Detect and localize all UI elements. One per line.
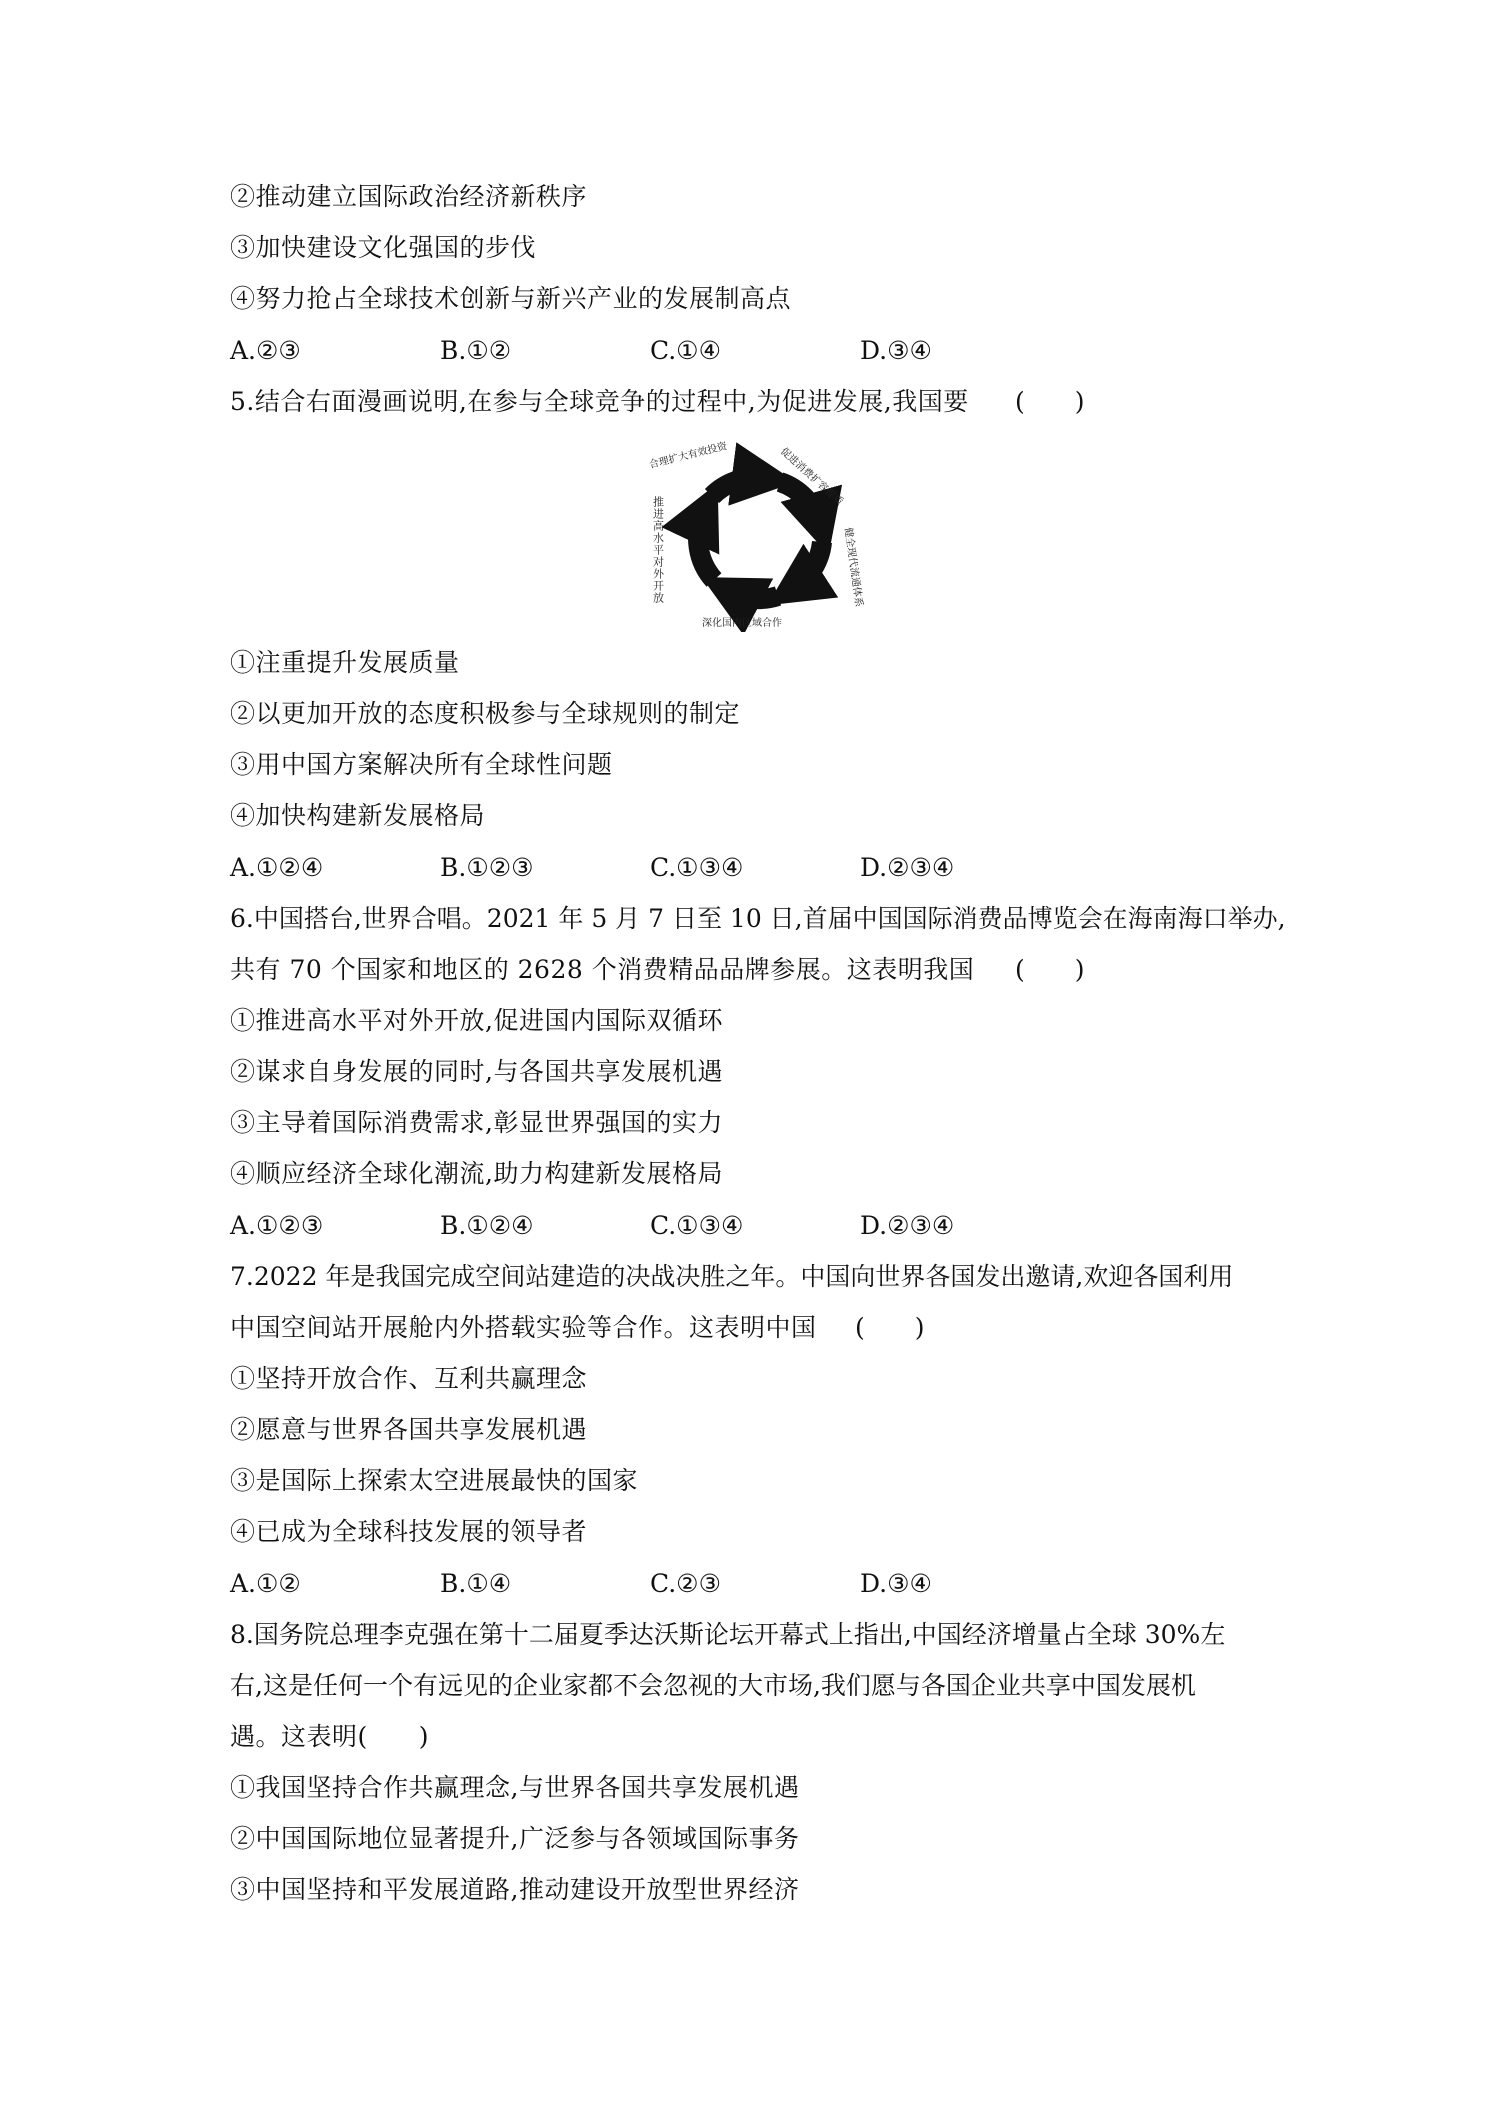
- q7-option-a: A.①②: [230, 1569, 301, 1598]
- q6-stem-line1: 6.中国搭台,世界合唱。2021 年 5 月 7 日至 10 日,首届中国国际消费品博览会在海南海口举办,: [230, 904, 1286, 933]
- q8-item-1: ①我国坚持合作共赢理念,与世界各国共享发展机遇: [230, 1773, 800, 1802]
- figure-label-circulation: 健全现代流通体系: [842, 526, 865, 608]
- q5-item-2: ②以更加开放的态度积极参与全球规则的制定: [230, 699, 741, 728]
- q5-item-4: ④加快构建新发展格局: [230, 801, 486, 830]
- q6-option-c: C.①③④: [650, 1211, 744, 1240]
- q7-item-2: ②愿意与世界各国共享发展机遇: [230, 1415, 588, 1444]
- q4-option-b: B.①②: [440, 336, 512, 365]
- figure-label-regional: 深化国内区域合作: [702, 618, 782, 629]
- q8-item-2: ②中国国际地位显著提升,广泛参与各领域国际事务: [230, 1824, 800, 1853]
- q5-item-1: ①注重提升发展质量: [230, 648, 460, 677]
- figure-label-opening: 推进高水平对外开放: [651, 496, 665, 604]
- q6-item-3: ③主导着国际消费需求,彰显世界强国的实力: [230, 1108, 723, 1137]
- q7-option-d: D.③④: [860, 1569, 932, 1598]
- q6-option-a: A.①②③: [230, 1211, 324, 1240]
- q5-option-c: C.①③④: [650, 853, 744, 882]
- q4-option-c: C.①④: [650, 336, 722, 365]
- q5-option-d: D.②③④: [860, 853, 955, 882]
- q7-option-c: C.②③: [650, 1569, 722, 1598]
- q4-item-3: ③加快建设文化强国的步伐: [230, 233, 537, 262]
- q8-stem-line1: 8.国务院总理李克强在第十二届夏季达沃斯论坛开幕式上指出,中国经济增量占全球 30%左: [230, 1620, 1226, 1649]
- q7-stem-line2: 中国空间站开展舱内外搭载实验等合作。这表明中国: [230, 1313, 817, 1342]
- q5-option-a: A.①②④: [230, 853, 324, 882]
- q7-answer-paren: ( ): [855, 1313, 925, 1342]
- q7-item-3: ③是国际上探索太空进展最快的国家: [230, 1466, 639, 1495]
- q6-stem-line2: 共有 70 个国家和地区的 2628 个消费精品品牌参展。这表明我国: [230, 955, 975, 984]
- q6-option-d: D.②③④: [860, 1211, 955, 1240]
- q5-option-b: B.①②③: [440, 853, 534, 882]
- q4-option-d: D.③④: [860, 336, 932, 365]
- q7-option-b: B.①④: [440, 1569, 512, 1598]
- q6-option-b: B.①②④: [440, 1211, 534, 1240]
- cycle-arrows: [698, 478, 822, 600]
- figure-label-consumption: 促进消费扩容提质: [777, 446, 845, 508]
- q7-stem-line1: 7.2022 年是我国完成空间站建造的决战决胜之年。中国向世界各国发出邀请,欢迎各国利用: [230, 1262, 1234, 1291]
- q4-item-2: ②推动建立国际政治经济新秩序: [230, 182, 588, 211]
- q5-cycle-cartoon: [640, 438, 872, 632]
- q6-item-1: ①推进高水平对外开放,促进国内国际双循环: [230, 1006, 723, 1035]
- q8-stem-line2: 右,这是任何一个有远见的企业家都不会忽视的大市场,我们愿与各国企业共享中国发展机: [230, 1671, 1196, 1700]
- q6-answer-paren: ( ): [1015, 955, 1085, 984]
- q4-item-4: ④努力抢占全球技术创新与新兴产业的发展制高点: [230, 284, 792, 313]
- q7-item-1: ①坚持开放合作、互利共赢理念: [230, 1364, 588, 1393]
- q6-item-4: ④顺应经济全球化潮流,助力构建新发展格局: [230, 1159, 723, 1188]
- figure-label-investment: 合理扩大有效投资: [648, 440, 729, 471]
- q5-answer-paren: ( ): [1015, 387, 1085, 416]
- q5-item-3: ③用中国方案解决所有全球性问题: [230, 750, 613, 779]
- q4-option-a: A.②③: [230, 336, 301, 365]
- q8-stem-line3: 遇。这表明( ): [230, 1722, 430, 1751]
- q8-item-3: ③中国坚持和平发展道路,推动建设开放型世界经济: [230, 1875, 800, 1904]
- q5-stem: 5.结合右面漫画说明,在参与全球竞争的过程中,为促进发展,我国要: [230, 387, 969, 416]
- q7-item-4: ④已成为全球科技发展的领导者: [230, 1517, 588, 1546]
- q6-item-2: ②谋求自身发展的同时,与各国共享发展机遇: [230, 1057, 723, 1086]
